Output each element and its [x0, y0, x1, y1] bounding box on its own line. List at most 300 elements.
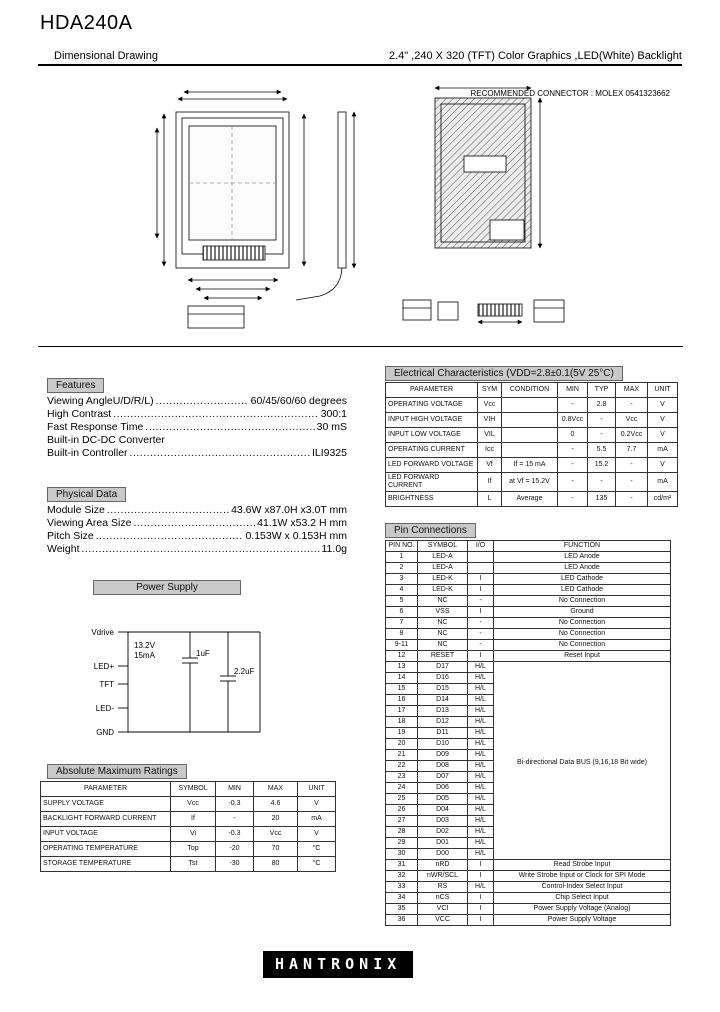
table-row — [386, 871, 671, 882]
table-cell: INPUT VOLTAGE — [41, 827, 171, 842]
table-cell — [502, 443, 558, 458]
table-cell — [502, 398, 558, 413]
pin-connections-heading: Pin Connections — [385, 523, 476, 538]
table-row — [386, 915, 671, 926]
table-cell: I — [468, 607, 494, 618]
table-cell: -20 — [216, 842, 254, 857]
leader-dots — [96, 530, 244, 543]
spec-value: 11.0g — [321, 543, 347, 555]
table-cell: 9-11 — [386, 640, 418, 651]
power-rating-voltage: 13.2V — [134, 641, 155, 650]
abs-max-heading: Absolute Maximum Ratings — [47, 764, 187, 779]
table-cell: D05 — [418, 794, 468, 805]
table-cell: Power Supply Voltage (Analog) — [494, 904, 671, 915]
table-cell: 22 — [386, 761, 418, 772]
table-header-row — [386, 541, 671, 552]
table-cell: H/L — [468, 838, 494, 849]
table-cell: Vcc — [254, 827, 298, 842]
table-row — [386, 413, 678, 428]
back-view — [403, 88, 564, 322]
table-cell: VIL — [478, 428, 502, 443]
product-description: 2.4" ,240 X 320 (TFT) Color Graphics ,LED(White) Backlight — [388, 50, 682, 62]
table-cell: - — [468, 596, 494, 607]
table-cell: V — [298, 797, 336, 812]
table-cell: V — [648, 458, 678, 473]
table-cell: V — [648, 413, 678, 428]
table-cell — [502, 413, 558, 428]
table-cell: 36 — [386, 915, 418, 926]
table-cell: H/L — [468, 827, 494, 838]
column-header: UNIT — [298, 782, 336, 797]
table-cell: LED Cathode — [494, 585, 671, 596]
table-cell: - — [468, 629, 494, 640]
dimensional-drawing-svg — [38, 68, 683, 346]
power-label-led-plus: LED+ — [93, 662, 114, 671]
table-cell: H/L — [468, 673, 494, 684]
table-cell: - — [616, 492, 648, 507]
table-cell: 7.7 — [616, 443, 648, 458]
table-cell: 20 — [254, 812, 298, 827]
power-label-tft: TFT — [99, 680, 114, 689]
spec-label: High Contrast — [47, 408, 112, 420]
table-cell: °C — [298, 842, 336, 857]
table-cell: BACKLIGHT FORWARD CURRENT — [41, 812, 171, 827]
table-cell: Tst — [171, 857, 216, 872]
table-cell: 0.8Vcc — [558, 413, 588, 428]
spec-label: Built-in Controller — [47, 447, 128, 459]
table-row — [386, 629, 671, 640]
leader-dots — [82, 543, 320, 556]
table-cell: D14 — [418, 695, 468, 706]
power-label-gnd: GND — [96, 728, 114, 737]
column-header: UNIT — [648, 383, 678, 398]
table-cell: 4.6 — [254, 797, 298, 812]
table-cell: H/L — [468, 794, 494, 805]
table-cell: H/L — [468, 849, 494, 860]
table-row — [41, 812, 336, 827]
table-cell: I — [468, 585, 494, 596]
table-cell: No Connection — [494, 596, 671, 607]
table-cell: H/L — [468, 772, 494, 783]
table-cell: LED Anode — [494, 563, 671, 574]
table-cell: H/L — [468, 706, 494, 717]
table-row — [386, 563, 671, 574]
table-row — [386, 904, 671, 915]
power-cap2-label: 2.2uF — [234, 667, 255, 676]
table-cell: D08 — [418, 761, 468, 772]
column-header: FUNCTION — [494, 541, 671, 552]
table-cell: D07 — [418, 772, 468, 783]
table-row — [386, 607, 671, 618]
table-cell: 3 — [386, 574, 418, 585]
table-cell: I — [468, 651, 494, 662]
table-cell: RS — [418, 882, 468, 893]
table-row — [41, 842, 336, 857]
table-cell: -0.3 — [216, 827, 254, 842]
table-cell: - — [558, 443, 588, 458]
table-cell: 13 — [386, 662, 418, 673]
spec-item — [47, 530, 347, 543]
table-cell: 19 — [386, 728, 418, 739]
table-cell: 15.2 — [588, 458, 616, 473]
table-row — [386, 398, 678, 413]
table-row — [386, 860, 671, 871]
table-cell: - — [616, 473, 648, 492]
hantronix-logo: HANTRONIX — [263, 951, 413, 978]
spec-label: Module Size — [47, 504, 105, 516]
table-cell: VSS — [418, 607, 468, 618]
table-cell: D01 — [418, 838, 468, 849]
spec-item — [47, 395, 347, 408]
leader-dots — [133, 517, 255, 530]
power-label-led-minus: LED- — [95, 704, 114, 713]
table-cell: OPERATING TEMPERATURE — [41, 842, 171, 857]
spec-item — [47, 504, 347, 517]
table-row — [386, 882, 671, 893]
table-cell: LED Cathode — [494, 574, 671, 585]
table-cell: NC — [418, 596, 468, 607]
spec-item — [47, 543, 347, 556]
leader-dots — [145, 421, 314, 434]
features-list — [47, 395, 347, 460]
table-cell: L — [478, 492, 502, 507]
table-cell: OPERATING VOLTAGE — [386, 398, 478, 413]
power-cap1-label: 1uF — [196, 649, 210, 658]
table-cell: - — [588, 413, 616, 428]
table-cell: - — [558, 458, 588, 473]
column-header: MIN — [558, 383, 588, 398]
table-cell: RESET — [418, 651, 468, 662]
spec-label: Pitch Size — [47, 530, 94, 542]
section-divider — [38, 346, 683, 347]
spec-value: 60/45/60/60 degrees — [250, 395, 347, 407]
table-cell: 7 — [386, 618, 418, 629]
table-cell: at Vf = 15.2V — [502, 473, 558, 492]
table-cell: H/L — [468, 761, 494, 772]
table-cell: - — [558, 473, 588, 492]
table-cell: LED Anode — [494, 552, 671, 563]
table-cell: 20 — [386, 739, 418, 750]
table-cell: Vf — [478, 458, 502, 473]
table-cell: I — [468, 574, 494, 585]
table-cell: I — [468, 860, 494, 871]
table-cell: 6 — [386, 607, 418, 618]
table-cell: °C — [298, 857, 336, 872]
table-cell: mA — [298, 812, 336, 827]
table-cell: 35 — [386, 904, 418, 915]
table-row — [386, 651, 671, 662]
table-row — [386, 552, 671, 563]
table-cell: OPERATING CURRENT — [386, 443, 478, 458]
table-cell: Ground — [494, 607, 671, 618]
table-cell: - — [468, 618, 494, 629]
table-header-row — [386, 383, 678, 398]
table-cell: 14 — [386, 673, 418, 684]
drawing-section-label: Dimensional Drawing — [54, 50, 158, 62]
pin-connections-section — [385, 540, 671, 926]
electrical-heading: Electrical Characteristics (VDD=2.8±0.1(5V 25°C) — [385, 366, 623, 381]
table-row — [41, 857, 336, 872]
table-cell: mA — [648, 473, 678, 492]
table-cell: LED-K — [418, 574, 468, 585]
table-cell: LED-K — [418, 585, 468, 596]
table-cell: D10 — [418, 739, 468, 750]
table-cell: If — [171, 812, 216, 827]
table-cell: 16 — [386, 695, 418, 706]
table-cell: H/L — [468, 750, 494, 761]
spec-item — [47, 408, 347, 421]
column-header: SYMBOL — [418, 541, 468, 552]
table-row — [386, 893, 671, 904]
table-row — [386, 473, 678, 492]
table-cell: nWR/SCL — [418, 871, 468, 882]
table-cell: 28 — [386, 827, 418, 838]
table-cell: - — [558, 492, 588, 507]
column-header: I/O — [468, 541, 494, 552]
table-cell: 27 — [386, 816, 418, 827]
table-cell: - — [588, 428, 616, 443]
column-header: TYP — [588, 383, 616, 398]
electrical-characteristics-table — [385, 382, 678, 507]
power-label-vdrive: Vdrive — [91, 628, 114, 637]
table-cell: 26 — [386, 805, 418, 816]
table-cell: H/L — [468, 695, 494, 706]
table-cell: Vcc — [478, 398, 502, 413]
table-cell: 15 — [386, 684, 418, 695]
table-cell: NC — [418, 618, 468, 629]
table-cell: V — [648, 398, 678, 413]
leader-dots — [130, 447, 310, 460]
table-cell: 0.2Vcc — [616, 428, 648, 443]
table-cell: - — [216, 812, 254, 827]
table-cell: Average — [502, 492, 558, 507]
table-cell: D09 — [418, 750, 468, 761]
table-cell: Vcc — [616, 413, 648, 428]
data-bus-note: Bi-directional Data BUS (9,16,18 Bit wide) — [517, 758, 647, 766]
table-cell: Read Strobe Input — [494, 860, 671, 871]
table-row — [41, 797, 336, 812]
table-cell: Write Strobe Input or Clock for SPI Mode — [494, 871, 671, 882]
table-cell: H/L — [468, 816, 494, 827]
table-cell: I — [468, 904, 494, 915]
table-cell: D03 — [418, 816, 468, 827]
table-cell: INPUT HIGH VOLTAGE — [386, 413, 478, 428]
table-cell: I — [468, 871, 494, 882]
table-cell: V — [648, 428, 678, 443]
table-cell: D13 — [418, 706, 468, 717]
table-cell — [468, 552, 494, 563]
spec-label: Fast Response Time — [47, 421, 144, 433]
table-cell: LED-A — [418, 552, 468, 563]
table-cell: 2 — [386, 563, 418, 574]
table-cell: Power Supply Voltage — [494, 915, 671, 926]
table-row — [386, 574, 671, 585]
table-row — [386, 443, 678, 458]
table-cell: nCS — [418, 893, 468, 904]
table-cell: 18 — [386, 717, 418, 728]
table-cell: If = 15 mA — [502, 458, 558, 473]
table-cell: 2.8 — [588, 398, 616, 413]
table-cell: No Connection — [494, 618, 671, 629]
table-cell: -0.3 — [216, 797, 254, 812]
table-cell: -30 — [216, 857, 254, 872]
table-row — [386, 492, 678, 507]
table-cell — [502, 428, 558, 443]
table-cell: - — [616, 458, 648, 473]
table-cell: VIH — [478, 413, 502, 428]
page-title: HDA240A — [40, 12, 133, 34]
table-cell: LED FORWARD VOLTAGE — [386, 458, 478, 473]
table-cell: 8 — [386, 629, 418, 640]
physical-data-list — [47, 504, 347, 556]
table-cell: INPUT LOW VOLTAGE — [386, 428, 478, 443]
table-cell: - — [616, 398, 648, 413]
physical-data-heading: Physical Data — [47, 487, 126, 502]
table-cell: SUPPLY VOLTAGE — [41, 797, 171, 812]
table-row — [386, 428, 678, 443]
column-header: MIN — [216, 782, 254, 797]
table-cell: D02 — [418, 827, 468, 838]
table-cell: 17 — [386, 706, 418, 717]
table-cell: 30 — [386, 849, 418, 860]
table-cell: H/L — [468, 805, 494, 816]
features-heading: Features — [47, 378, 104, 393]
table-cell: - — [588, 473, 616, 492]
table-cell: D12 — [418, 717, 468, 728]
table-row — [386, 458, 678, 473]
spec-label: Built-in DC-DC Converter — [47, 434, 165, 446]
table-cell: NC — [418, 629, 468, 640]
table-cell: 29 — [386, 838, 418, 849]
spec-value: 43.6W x87.0H x3.0T mm — [231, 504, 347, 516]
power-supply-diagram — [60, 596, 330, 761]
leader-dots — [107, 504, 229, 517]
leader-dots — [113, 408, 319, 421]
table-cell: BRIGHTNESS — [386, 492, 478, 507]
spec-item — [47, 434, 347, 447]
spec-item — [47, 421, 347, 434]
table-cell — [468, 563, 494, 574]
connector-note: RECOMMENDED CONNECTOR : MOLEX 0541323662 — [470, 89, 670, 98]
absolute-maximum-ratings-table — [40, 781, 336, 872]
table-cell: nRD — [418, 860, 468, 871]
table-cell: cd/m² — [648, 492, 678, 507]
table-cell: If — [478, 473, 502, 492]
spec-item — [47, 517, 347, 530]
table-cell: STORAGE TEMPERATURE — [41, 857, 171, 872]
front-view — [157, 92, 289, 328]
table-cell: Vi — [171, 827, 216, 842]
table-cell: Icc — [478, 443, 502, 458]
table-cell: 23 — [386, 772, 418, 783]
column-header: MAX — [254, 782, 298, 797]
side-view — [296, 112, 354, 300]
table-cell: NC — [418, 640, 468, 651]
spec-value: 300:1 — [320, 408, 347, 420]
spec-item — [47, 447, 347, 460]
table-cell: - — [468, 640, 494, 651]
table-cell: D11 — [418, 728, 468, 739]
column-header: MAX — [616, 383, 648, 398]
table-cell: D17 — [418, 662, 468, 673]
spec-value: ILI9325 — [311, 447, 347, 459]
table-cell: - — [558, 398, 588, 413]
table-cell: No Connection — [494, 629, 671, 640]
table-row — [41, 827, 336, 842]
table-cell: D06 — [418, 783, 468, 794]
table-cell: H/L — [468, 717, 494, 728]
table-cell: I — [468, 893, 494, 904]
table-cell: VCI — [418, 904, 468, 915]
table-cell: H/L — [468, 684, 494, 695]
table-cell: 70 — [254, 842, 298, 857]
table-cell: D04 — [418, 805, 468, 816]
table-cell: 80 — [254, 857, 298, 872]
table-cell: 5.5 — [588, 443, 616, 458]
leader-dots — [156, 395, 249, 408]
subtitle-row — [38, 38, 682, 66]
table-cell: D16 — [418, 673, 468, 684]
table-cell: V — [298, 827, 336, 842]
table-cell: 1 — [386, 552, 418, 563]
table-cell: mA — [648, 443, 678, 458]
table-row — [386, 618, 671, 629]
table-cell: H/L — [468, 739, 494, 750]
table-cell: 0 — [558, 428, 588, 443]
table-cell: H/L — [468, 662, 494, 673]
table-cell: 31 — [386, 860, 418, 871]
table-row — [386, 640, 671, 651]
spec-value: 0.153W x 0.153H mm — [245, 530, 347, 542]
spec-label: Viewing Area Size — [47, 517, 132, 529]
spec-label: Viewing AngleU/D/R/L) — [47, 395, 154, 407]
table-cell: 25 — [386, 794, 418, 805]
table-row — [386, 585, 671, 596]
table-cell: Vcc — [171, 797, 216, 812]
table-cell: Top — [171, 842, 216, 857]
dimensional-drawing — [38, 68, 683, 346]
power-rating-current: 15mA — [134, 651, 155, 660]
table-cell: D00 — [418, 849, 468, 860]
column-header: PARAMETER — [386, 383, 478, 398]
table-cell: VCC — [418, 915, 468, 926]
table-cell: 5 — [386, 596, 418, 607]
table-cell: 135 — [588, 492, 616, 507]
power-supply-heading: Power Supply — [93, 580, 241, 595]
table-cell: 33 — [386, 882, 418, 893]
table-cell: No Connection — [494, 640, 671, 651]
table-cell: LED FORWARD CURRENT — [386, 473, 478, 492]
table-cell: 4 — [386, 585, 418, 596]
table-cell: Control-Index Select Input — [494, 882, 671, 893]
column-header: PIN NO. — [386, 541, 418, 552]
column-header: CONDITION — [502, 383, 558, 398]
table-row — [386, 596, 671, 607]
spec-value: 41.1W x53.2 H mm — [257, 517, 347, 529]
table-header-row — [41, 782, 336, 797]
column-header: SYMBOL — [171, 782, 216, 797]
table-cell: Reset Input — [494, 651, 671, 662]
column-header: SYM — [478, 383, 502, 398]
column-header: PARAMETER — [41, 782, 171, 797]
table-cell: 21 — [386, 750, 418, 761]
table-cell: 24 — [386, 783, 418, 794]
spec-label: Weight — [47, 543, 80, 555]
table-cell: H/L — [468, 728, 494, 739]
table-cell: 32 — [386, 871, 418, 882]
spec-value: 30 mS — [316, 421, 347, 433]
table-cell: 12 — [386, 651, 418, 662]
